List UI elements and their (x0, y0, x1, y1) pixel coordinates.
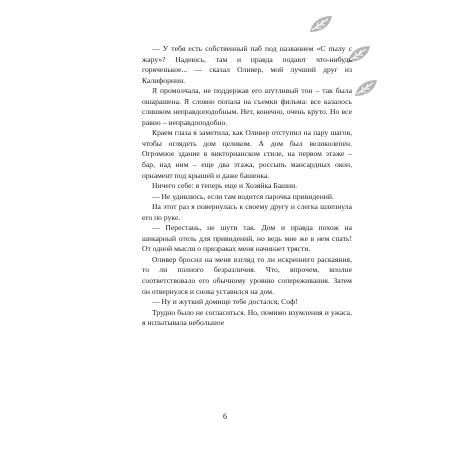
paragraph: — Не удивлюсь, если там водится парочка привидений. (152, 191, 334, 201)
paragraph: — Ну и жуткий домище тебе достался, Соф! (152, 297, 298, 307)
page-number: 6 (223, 412, 227, 421)
leaf-icon (308, 14, 334, 34)
paragraph: — Перестань, не шути так. Дом и правда похож на шикарный отель для привидений, но ведь мне же в нем спать! От одной мысли о призраках меня начинает трясти. (142, 223, 352, 254)
paragraph: Трудно было не согласиться. Но, помимо изумления и ужаса, я испытывала небольшое (142, 307, 352, 328)
paragraph: Оливер бросил на меня взгляд то ли искреннего раскаяния, то ли полного безразличия. Что, впрочем, вполне соответствовало его обычному уровню сопереживания. Затем он отвернулся и снова уставился на дом. (142, 254, 352, 296)
paragraph: На этот раз я повернулась к своему другу и слегка шлепнула его по руке. (142, 202, 352, 222)
leaf-icon (353, 78, 379, 98)
page-body-text (142, 44, 352, 329)
paragraph: Краем глаза я заметила, как Оливер отступил на пару шагов, чтобы оглядеть дом целиком. А дом был великолепен. Огромное здание в викторианском стиле, на первом этаже – бар, над ним – еще два этажа, россыпь мансардных окон, орнамент под крышей и даже башенка. (142, 128, 352, 180)
paragraph: Я промолчала, не поддержав его шутливый тон – так была ошарашена. Я словно попала на съемки фильма: все казалось слишком неправдоподобным. Нет, конечно, очень круто. Но все равно – неправдоподобно. (142, 86, 352, 127)
paragraph: — У тебя есть собственный паб под названием «С пылу с жару»? Надеюсь, там и правда подают что-нибудь горяченькое... — сказал Оливер, мой лучший друг из Калифорнии. (142, 44, 352, 85)
paragraph: Ничего себе: я теперь еще и Хозяйка Башни. (152, 181, 298, 191)
